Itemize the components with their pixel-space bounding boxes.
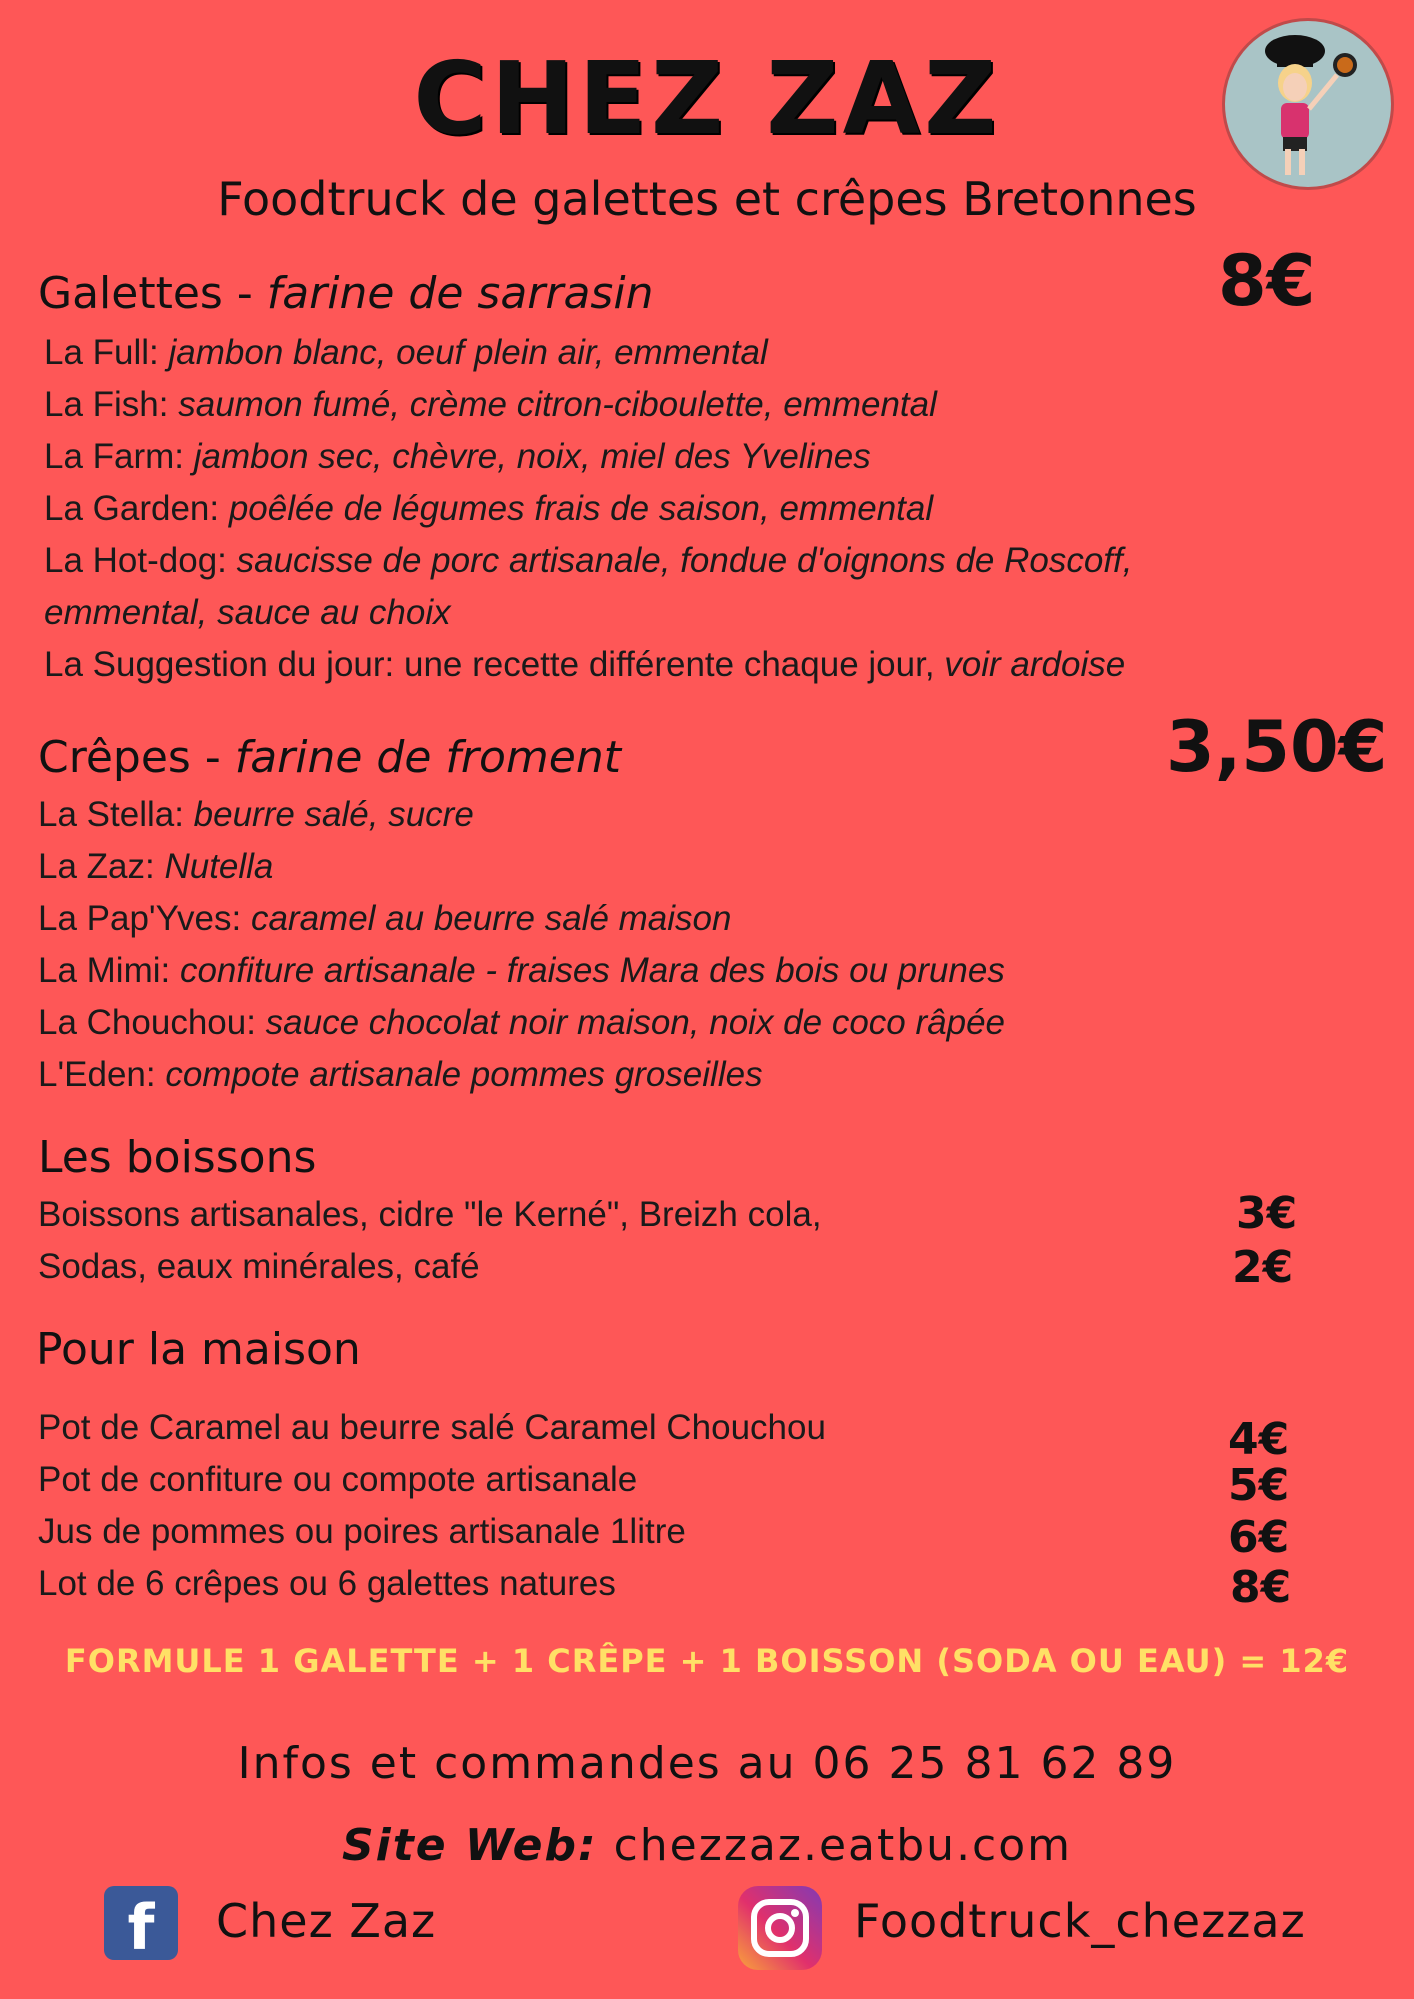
galettes-heading <box>38 268 653 319</box>
list-item: La Suggestion du jour: une recette différente chaque jour, voir ardoise <box>44 645 1126 684</box>
instagram-glyph-icon <box>738 1886 822 1970</box>
maison-heading: Pour la maison <box>36 1324 361 1375</box>
galettes-heading-flour: farine de sarrasin <box>266 268 654 319</box>
website-link[interactable]: chezzaz.eatbu.com <box>597 1820 1073 1871</box>
crepes-heading-main: Crêpes - <box>38 732 235 783</box>
maison-price: 5€ <box>1228 1460 1290 1511</box>
list-item: La Fish: saumon fumé, crème citron-ciboulette, emmental <box>44 385 937 424</box>
list-item: La Mimi: confiture artisanale - fraises Mara des bois ou prunes <box>38 951 1005 990</box>
list-item: Boissons artisanales, cidre "le Kerné", Breizh cola, <box>38 1195 822 1234</box>
website-line <box>0 1820 1414 1871</box>
list-item: Sodas, eaux minérales, café <box>38 1247 480 1286</box>
boissons-list <box>38 1189 822 1293</box>
crepes-heading-flour: farine de froment <box>234 732 621 783</box>
maison-price: 4€ <box>1228 1414 1290 1465</box>
boisson-price: 2€ <box>1232 1242 1294 1293</box>
list-item: Pot de confiture ou compote artisanale <box>38 1460 638 1499</box>
boissons-heading: Les boissons <box>38 1132 317 1183</box>
website-label: Site Web: <box>341 1820 598 1871</box>
list-item: La Hot-dog: saucisse de porc artisanale, fondue d'oignons de Roscoff, <box>44 541 1133 580</box>
crepes-price: 3,50€ <box>1166 706 1388 788</box>
phone-line: Infos et commandes au 06 25 81 62 89 <box>237 1738 1177 1789</box>
galettes-heading-main: Galettes - <box>38 268 267 319</box>
page-subtitle: Foodtruck de galettes et crêpes Bretonnes <box>217 172 1197 226</box>
list-item: La Full: jambon blanc, oeuf plein air, emmental <box>44 333 768 372</box>
list-item: La Chouchou: sauce chocolat noir maison, noix de coco râpée <box>38 1003 1005 1042</box>
maison-price: 6€ <box>1228 1512 1290 1563</box>
formule-banner: FORMULE 1 GALETTE + 1 CRÊPE + 1 BOISSON (SODA OU EAU) = 12€ <box>64 1642 1350 1680</box>
galettes-list <box>44 327 1132 691</box>
list-item: La Pap'Yves: caramel au beurre salé maison <box>38 899 732 938</box>
maison-list <box>38 1402 826 1610</box>
chef-illustration-icon <box>1225 21 1391 187</box>
list-item: Jus de pommes ou poires artisanale 1litre <box>38 1512 686 1551</box>
instagram-icon[interactable] <box>738 1886 822 1970</box>
maison-price: 8€ <box>1230 1562 1292 1613</box>
facebook-icon[interactable]: f <box>104 1886 178 1960</box>
list-item: emmental, sauce au choix <box>44 593 451 632</box>
list-item: La Stella: beurre salé, sucre <box>38 795 474 834</box>
list-item: Lot de 6 crêpes ou 6 galettes natures <box>38 1564 616 1603</box>
chef-avatar <box>1222 18 1394 190</box>
crepes-list <box>38 789 1005 1101</box>
list-item: La Farm: jambon sec, chèvre, noix, miel des Yvelines <box>44 437 871 476</box>
list-item: La Zaz: Nutella <box>38 847 274 886</box>
list-item: L'Eden: compote artisanale pommes groseilles <box>38 1055 763 1094</box>
facebook-name[interactable]: Chez Zaz <box>216 1894 437 1948</box>
crepes-heading <box>38 732 621 783</box>
list-item: La Garden: poêlée de légumes frais de saison, emmental <box>44 489 934 528</box>
boisson-price: 3€ <box>1236 1188 1298 1239</box>
page-title: CHEZ ZAZ <box>413 40 1001 157</box>
instagram-name[interactable]: Foodtruck_chezzaz <box>854 1894 1306 1948</box>
galettes-price: 8€ <box>1218 240 1316 322</box>
list-item: Pot de Caramel au beurre salé Caramel Chouchou <box>38 1408 826 1447</box>
